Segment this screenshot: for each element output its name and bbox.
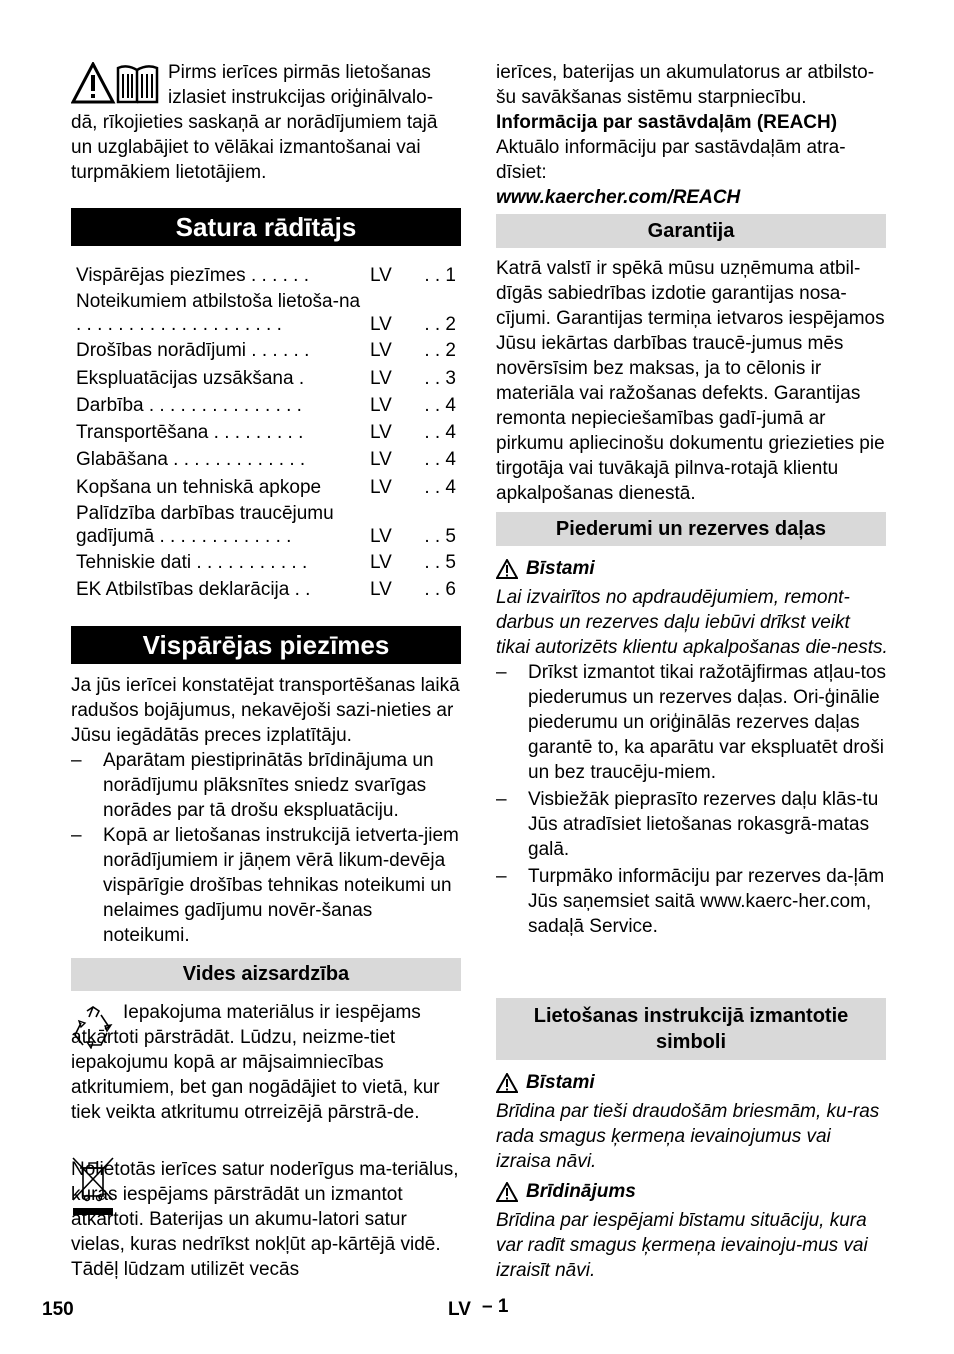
warning-triangle-icon bbox=[496, 1073, 518, 1093]
toc-lang: LV bbox=[370, 340, 392, 362]
general-section bbox=[71, 673, 463, 948]
toc-page: . . 1 bbox=[424, 265, 456, 286]
toc-row[interactable] bbox=[76, 577, 456, 604]
danger-heading bbox=[496, 1070, 888, 1095]
warning-description: Brīdina par iespējami bīstamu situāciju, kura var radīt smagus ķermeņa ievainoju-mus vai izraisīt nāvi. bbox=[496, 1210, 868, 1281]
warning-triangle-icon bbox=[496, 1182, 518, 1202]
toc-row[interactable] bbox=[76, 475, 456, 502]
weee-text-block bbox=[71, 1157, 463, 1282]
warning-heading bbox=[496, 1179, 888, 1204]
toc-title: Vispārējas piezīmes . . . . . . bbox=[76, 265, 310, 286]
symbols-section bbox=[496, 1070, 888, 1283]
intro-rest bbox=[71, 110, 461, 185]
table-of-contents bbox=[76, 263, 456, 605]
toc-page: . . 4 bbox=[424, 394, 456, 416]
toc-title: Glabāšana . . . . . . . . . . . . . bbox=[76, 449, 306, 471]
toc-lang: LV bbox=[370, 394, 392, 416]
footer-lang: LV bbox=[448, 1299, 471, 1320]
footer-sub-page: – 1 bbox=[482, 1296, 509, 1317]
warning-triangle-icon bbox=[496, 559, 518, 579]
toc-row[interactable] bbox=[76, 502, 456, 550]
general-paragraph: Ja jūs ierīcei konstatējat transportēšanas laikā radušos bojājumus, nekavējoši sazi-nieties ar Jūsu iegādātās preces izplatītāju. bbox=[71, 675, 460, 746]
warranty-section bbox=[496, 256, 888, 506]
warning-manual-icon bbox=[71, 62, 161, 106]
toc-page: . . 4 bbox=[424, 449, 456, 471]
toc-lang: LV bbox=[370, 449, 392, 471]
parts-warning-text: Lai izvairītos no apdraudējumiem, remont-darbus un rezerves daļu iebūvi drīkst veikt tikai autorizēts klientu apkalpošanas die-nests. bbox=[496, 587, 888, 658]
toc-page: . . 5 bbox=[424, 526, 456, 548]
toc-title: Drošības norādījumi . . . . . . bbox=[76, 340, 310, 362]
toc-title: EK Atbilstības deklarācija . . bbox=[76, 579, 311, 601]
danger-description: Brīdina par tieši draudošām briesmām, ku-ras rada smagus ķermeņa ievainojumus vai izraisa nāvi. bbox=[496, 1101, 880, 1172]
parts-heading: Piederumi un rezerves daļas bbox=[496, 512, 886, 546]
toc-page: . . 3 bbox=[424, 367, 456, 389]
toc-title: Kopšana un tehniskā apkope bbox=[76, 476, 322, 498]
reach-url-link[interactable]: www.kaercher.com/REACH bbox=[496, 187, 741, 208]
symbols-heading bbox=[496, 998, 886, 1060]
toc-page: . . 2 bbox=[424, 314, 456, 336]
toc-lang: LV bbox=[370, 265, 392, 286]
toc-row[interactable] bbox=[76, 393, 456, 420]
danger-label: Bīstami bbox=[526, 1072, 595, 1093]
intro-first-lines bbox=[168, 60, 461, 110]
toc-page: . . 5 bbox=[424, 552, 456, 574]
toc-lang: LV bbox=[370, 476, 392, 498]
toc-title: Noteikumiem atbilstoša lietoša-na . . . . . . . . . . . . . . . . . . . . bbox=[76, 291, 361, 336]
right-column-top bbox=[496, 60, 888, 210]
weee-text: Nolietotās ierīces satur noderīgus ma-teriālus, kuras iespējams pārstrādāt un izmantot atkārtoti. Baterijas un akumu-latori satur vielas, kuras nedrīkst nokļūt ap-kārtējā vidē. Tādēļ lūdzam utilizēt vecās bbox=[71, 1159, 459, 1280]
toc-page: . . 4 bbox=[424, 422, 456, 444]
general-list-item: – Aparātam piestiprinātās brīdinājuma un norādījumu plāksnītes sniedz svarīgas norādes par tā drošu ekspluatāciju. bbox=[71, 748, 463, 823]
recycle-text-block bbox=[71, 1000, 463, 1125]
toc-row[interactable] bbox=[76, 420, 456, 447]
page-number: 150 bbox=[42, 1299, 74, 1320]
symbols-heading-line-2: simboli bbox=[655, 1031, 726, 1053]
toc-heading: Satura rādītājs bbox=[71, 208, 461, 246]
parts-list-item: – Visbiežāk pieprasīto rezerves daļu klās-tu Jūs atradīsiet lietošanas rokasgrā-matas galā. bbox=[496, 787, 888, 862]
general-list-item: – Kopā ar lietošanas instrukcijā ietverta-jiem norādījumiem ir jāņem vērā likum-devēja vispārīgie drošības tehnikas noteikumi un nelaimes gadījumu novēr-šanas noteikumi. bbox=[71, 823, 463, 948]
toc-page: . . 2 bbox=[424, 340, 456, 362]
intro-icons bbox=[71, 62, 161, 106]
toc-row[interactable] bbox=[76, 338, 456, 365]
intro-rest-text: dā, rīkojieties saskaņā ar norādījumiem tajā un uzglabājiet to vēlākai izmantošanai vai turpmākiem lietotājiem. bbox=[71, 112, 438, 183]
toc-title: Ekspluatācijas uzsākšana . bbox=[76, 367, 305, 389]
env-heading: Vides aizsardzība bbox=[71, 958, 461, 991]
symbols-heading-line-1: Lietošanas instrukcijā izmantotie bbox=[533, 1005, 849, 1027]
danger-label: Bīstami bbox=[526, 558, 595, 579]
toc-title: Transportēšana . . . . . . . . . bbox=[76, 422, 304, 444]
toc-row[interactable] bbox=[76, 366, 456, 393]
toc-row[interactable] bbox=[76, 290, 456, 338]
warranty-heading: Garantija bbox=[496, 214, 886, 248]
toc-title: Darbība . . . . . . . . . . . . . . . bbox=[76, 394, 302, 416]
intro-line-1: Pirms ierīces pirmās lietošanas bbox=[168, 62, 431, 83]
parts-list-item: – Drīkst izmantot tikai ražotājfirmas atļau-tos piederumus un rezerves daļas. Ori-ģinālie piederumu un oriģinālās rezerves daļas garantē to, ka aparātu var ekspluatēt droši un bez traucēju-miem. bbox=[496, 660, 888, 785]
intro-line-2: izlasiet instrukcijas oriģinālvalo- bbox=[168, 87, 434, 108]
recycle-text: Iepakojuma materiālus ir iespējams atkārtoti pārstrādāt. Lūdzu, neizme-tiet iepakojumu kopā ar mājsaimniecības atkritumiem, bet gan nogādājiet to vietā, kur tiek veikta atkritumu otrreizējā pārstrā-de. bbox=[71, 1002, 440, 1123]
reach-text: Aktuālo informāciju par sastāvdaļām atra-dīsiet: bbox=[496, 137, 846, 183]
reach-title: Informācija par sastāvdaļām (REACH) bbox=[496, 112, 838, 133]
toc-row[interactable] bbox=[76, 263, 456, 290]
toc-lang: LV bbox=[370, 552, 392, 574]
toc-title: Palīdzība darbības traucējumu gadījumā . . . . . . . . . . . . . bbox=[76, 503, 334, 548]
danger-heading bbox=[496, 556, 888, 581]
toc-page: . . 4 bbox=[424, 476, 456, 498]
toc-lang: LV bbox=[370, 579, 392, 601]
toc-title: Tehniskie dati . . . . . . . . . . . bbox=[76, 552, 308, 574]
toc-lang: LV bbox=[370, 526, 392, 548]
general-heading: Vispārējas piezīmes bbox=[71, 626, 461, 664]
toc-lang: LV bbox=[370, 314, 392, 336]
warning-label: Brīdinājums bbox=[526, 1181, 636, 1202]
toc-row[interactable] bbox=[76, 550, 456, 577]
toc-row[interactable] bbox=[76, 447, 456, 474]
parts-section bbox=[496, 556, 888, 939]
disposal-continuation: ierīces, baterijas un akumulatorus ar atbilsto-šu savākšanas sistēmu starpniecību. bbox=[496, 62, 875, 108]
toc-page: . . 6 bbox=[424, 579, 456, 601]
toc-lang: LV bbox=[370, 367, 392, 389]
warranty-text: Katrā valstī ir spēkā mūsu uzņēmuma atbil-dīgās sabiedrības izdotie garantijas nosa-cījumi. Garantijas termiņa ietvaros iespējamos Jūsu iekārtas darbības traucē-jumus mēs novērsīsim bez maksas, ja to cēlonis ir materiāla vai ražošanas defekts. Garantijas remonta nepieciešamības gadī-jumā ar pirkumu apliecinošu dokumentu griezieties pie tirgotāja vai tuvākajā pilnva-rotajā klientu apkalpošanas dienestā. bbox=[496, 258, 885, 504]
toc-lang: LV bbox=[370, 422, 392, 444]
parts-list-item: – Turpmāko informāciju par rezerves da-ļām Jūs saņemsiet saitā www.kaerc-her.com, sadaļā Service. bbox=[496, 864, 888, 939]
